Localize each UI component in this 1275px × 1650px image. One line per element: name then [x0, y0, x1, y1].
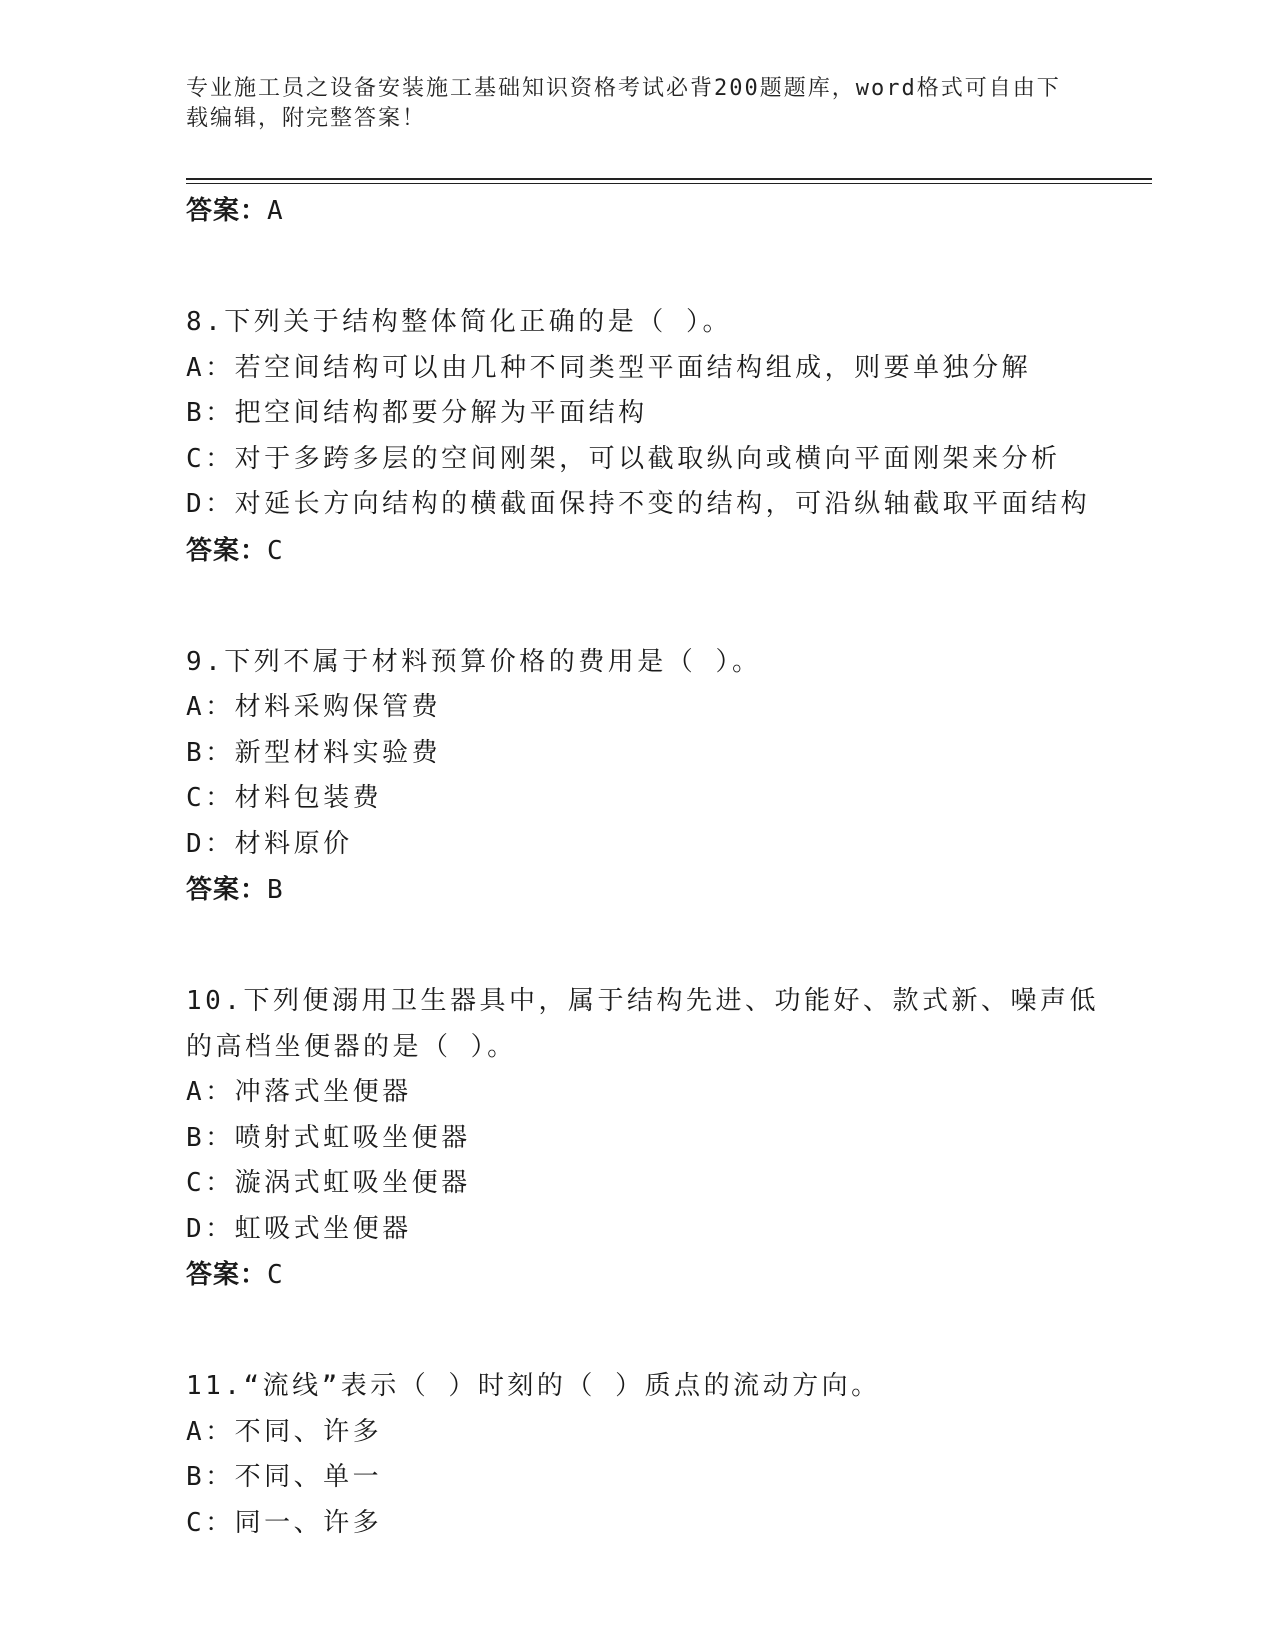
option-c: C：漩涡式虹吸坐便器	[186, 1168, 471, 1198]
answer-value: A	[267, 196, 284, 226]
answer-line	[186, 528, 1086, 574]
answer-value: B	[267, 875, 284, 905]
option-a: A：冲落式坐便器	[186, 1077, 412, 1107]
answer-label: 答案：	[186, 875, 268, 905]
option-b: B：不同、单一	[186, 1462, 383, 1492]
option-c: C：同一、许多	[186, 1507, 383, 1538]
option-a: A：不同、许多	[186, 1416, 383, 1447]
question-content	[186, 188, 1099, 1546]
question-stem: 9.下列不属于材料预算价格的费用是（ ）。	[186, 646, 762, 677]
question-stem-line-1: 10.下列便溺用卫生器具中，属于结构先进、功能好、款式新、噪声低	[186, 986, 1099, 1016]
header-rule-thick	[186, 178, 1152, 180]
question-8	[186, 300, 1091, 574]
option-d: D：对延长方向结构的横截面保持不变的结构，可沿纵轴截取平面结构	[186, 489, 1091, 519]
header-rule-thin	[186, 183, 1152, 184]
answer-value: C	[267, 535, 284, 566]
option-c: C：材料包装费	[186, 783, 383, 813]
option-b: B：新型材料实验费	[186, 737, 442, 768]
spacer	[186, 1298, 1086, 1364]
answer-line	[186, 188, 1086, 234]
question-10	[186, 979, 1099, 1298]
answer-label: 答案：	[186, 535, 268, 566]
answer-line	[186, 867, 1086, 913]
option-a: A：材料采购保管费	[186, 692, 442, 722]
question-stem: 8.下列关于结构整体简化正确的是（ ）。	[186, 307, 732, 337]
question-11	[186, 1364, 1086, 1546]
question-9	[186, 640, 1086, 914]
answer-line	[186, 1252, 1086, 1298]
answer-label: 答案：	[186, 196, 268, 226]
option-b: B：把空间结构都要分解为平面结构	[186, 398, 648, 428]
option-d: D：材料原价	[186, 828, 353, 859]
answer-value: C	[267, 1260, 284, 1290]
option-d: D：虹吸式坐便器	[186, 1213, 412, 1244]
question-stem-line-2: 的高档坐便器的是（ ）。	[186, 1031, 517, 1062]
option-c: C：对于多跨多层的空间刚架，可以截取纵向或横向平面刚架来分析	[186, 443, 1061, 474]
answer-label: 答案：	[186, 1260, 268, 1290]
question-stem: 11.“流线”表示（ ）时刻的（ ）质点的流动方向。	[186, 1371, 881, 1401]
option-a: A：若空间结构可以由几种不同类型平面结构组成，则要单独分解	[186, 352, 1032, 383]
document-header: 专业施工员之设备安装施工基础知识资格考试必背200题题库，word格式可自由下载编辑，附完整答案！	[186, 76, 1061, 131]
spacer	[186, 234, 1086, 300]
spacer	[186, 913, 1086, 979]
option-b: B：喷射式虹吸坐便器	[186, 1122, 471, 1153]
spacer	[186, 574, 1086, 640]
